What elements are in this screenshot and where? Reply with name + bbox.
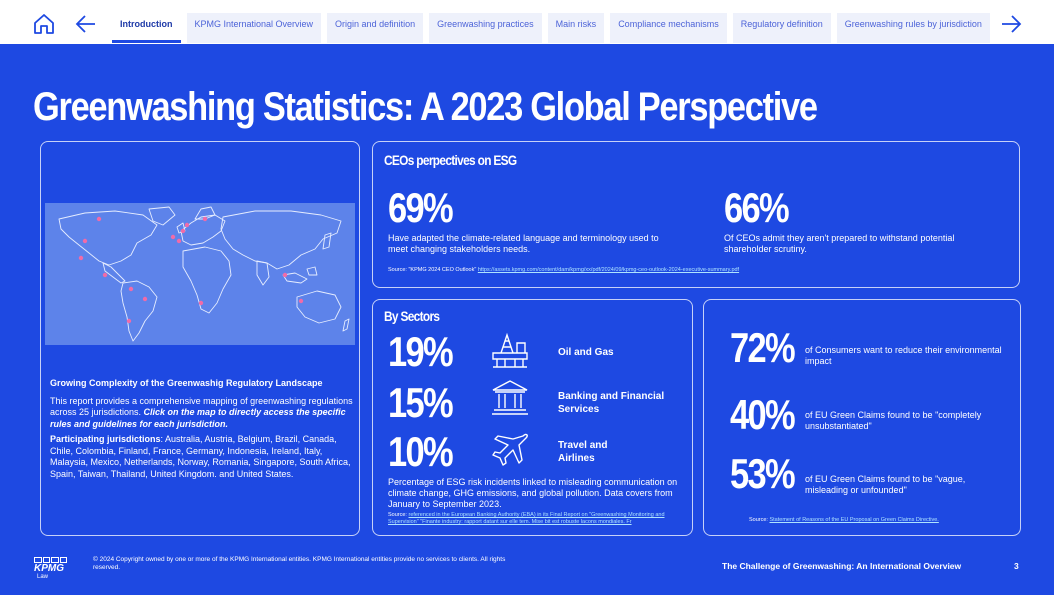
world-map[interactable] xyxy=(45,203,355,345)
participating-jurisdictions xyxy=(50,434,354,480)
page-number: 3 xyxy=(1014,561,1019,571)
ceo-stat-1-value: 69% xyxy=(388,184,453,231)
sectors-source-link[interactable]: referenced in the European Banking Authority (EBA) in its Final Report on "Greenwashing Monitoring and Supervision" "Finante industry: rapport datant sur elle tem. Mise bit est robuste lacons mondiales. Fr xyxy=(388,512,665,525)
consumer-stat-1-desc: of Consumers want to reduce their environmental impact xyxy=(805,345,1002,366)
arrow-left-icon[interactable] xyxy=(75,14,97,34)
oil-rig-icon xyxy=(489,331,531,369)
regulatory-landscape-panel xyxy=(40,141,360,536)
ceo-stat-1-desc: Have adapted the climate-related language and terminology used to meet changing stakeholders needs. xyxy=(388,233,659,254)
by-sectors-panel xyxy=(372,299,693,536)
page-title: Greenwashing Statistics: A 2023 Global Perspective xyxy=(33,85,817,129)
sector-oil-gas-value: 19% xyxy=(388,328,453,375)
tab-introduction[interactable]: Introduction xyxy=(112,13,181,43)
landscape-heading: Growing Complexity of the Greenwashig Regulatory Landscape xyxy=(50,378,323,388)
tab-kpmg-international-overview[interactable]: KPMG International Overview xyxy=(187,13,322,43)
tab-greenwashing-practices[interactable]: Greenwashing practices xyxy=(429,13,542,43)
sector-oil-gas-label: Oil and Gas xyxy=(558,347,614,358)
consumers-source xyxy=(749,517,939,524)
ceo-source-label: Source: "KPMG 2024 CEO Outlook" xyxy=(388,267,478,273)
jurisdictions-list: : Australia, Austria, Belgium, Brazil, Canada, Chile, Colombia, Finland, France, Germany, Indonesia, Ireland, Italy, Malaysia, Mexico, Netherlands, Norway, Romania, Singapore, South Africa, Spain, Taiwan, Thailand, United Kingdom. and United States. xyxy=(50,434,351,479)
copyright-notice: © 2024 Copyright owned by one or more of the KPMG International entities. KPMG International entities provide no services to clients. All rights reserved. xyxy=(93,556,506,571)
landscape-desc-emphasis: Click on the map to directly access the specific rules and guidelines for each jurisdiction. xyxy=(50,407,346,429)
home-icon[interactable] xyxy=(32,12,56,36)
kpmg-logo-word: KPMG xyxy=(34,563,64,574)
ceo-panel-heading: CEOs perpectives on ESG xyxy=(384,152,517,168)
tab-compliance-mechanisms[interactable]: Compliance mechanisms xyxy=(610,13,727,43)
arrow-right-icon[interactable] xyxy=(1000,14,1022,34)
sector-travel-value: 10% xyxy=(388,428,453,475)
sectors-desc: Percentage of ESG risk incidents linked to misleading communication on climate change, GHG emissions, and global pollution. Data covers from January to September 2023. xyxy=(388,477,678,509)
consumer-stat-3-value: 53% xyxy=(730,450,795,497)
airplane-icon xyxy=(489,430,531,468)
consumer-stat-2-desc: of EU Green Claims found to be "completely unsubstantiated" xyxy=(805,410,982,431)
consumers-source-link[interactable]: Statement of Reasons of the EU Proposal on Green Claims Directive. xyxy=(769,517,939,523)
jurisdictions-label: Participating jurisdictions xyxy=(50,434,161,444)
section-tabs xyxy=(112,13,990,43)
sectors-panel-heading: By Sectors xyxy=(384,308,440,324)
kpmg-logo-sub: Law xyxy=(37,574,49,580)
landscape-desc xyxy=(50,396,354,431)
top-navigation-bar xyxy=(0,0,1054,44)
tab-main-risks[interactable]: Main risks xyxy=(548,13,605,43)
consumers-source-label: Source: xyxy=(749,517,770,523)
tab-greenwashing-rules-by-jurisdiction[interactable]: Greenwashing rules by jurisdiction xyxy=(837,13,990,43)
ceo-source-link[interactable]: https://assets.kpmg.com/content/dam/kpmg/xx/pdf/2024/09/kpmg-ceo-outlook-2024-executive-summary.pdf xyxy=(477,267,740,273)
kpmg-law-logo xyxy=(34,557,67,580)
consumer-stat-1-value: 72% xyxy=(730,324,795,371)
sector-banking-label: Banking and Financial Services xyxy=(558,391,665,415)
sectors-source xyxy=(388,512,688,526)
consumer-stat-2-value: 40% xyxy=(730,391,795,438)
tab-origin-and-definition[interactable]: Origin and definition xyxy=(327,13,423,43)
landscape-desc-text: This report provides a comprehensive mapping of greenwashing regulations across 25 jurisdictions. xyxy=(50,395,353,417)
ceo-source xyxy=(388,267,1008,274)
consumers-claims-panel xyxy=(703,299,1021,536)
sectors-source-label: Source: xyxy=(388,512,409,518)
bank-icon xyxy=(489,378,531,416)
sector-travel-label: Travel and Airlines xyxy=(558,440,608,464)
ceo-stat-2-desc: Of CEOs admit they aren't prepared to withstand potential shareholder scrutiny. xyxy=(724,233,955,254)
document-title: The Challenge of Greenwashing: An International Overview xyxy=(722,561,962,571)
consumer-stat-3-desc: of EU Green Claims found to be "vague, misleading or unfounded" xyxy=(805,474,966,495)
ceo-stat-2-value: 66% xyxy=(724,184,789,231)
tab-regulatory-definition[interactable]: Regulatory definition xyxy=(733,13,831,43)
ceo-perspectives-panel xyxy=(372,141,1020,288)
sector-banking-value: 15% xyxy=(388,379,453,426)
landscape-description xyxy=(50,378,354,480)
